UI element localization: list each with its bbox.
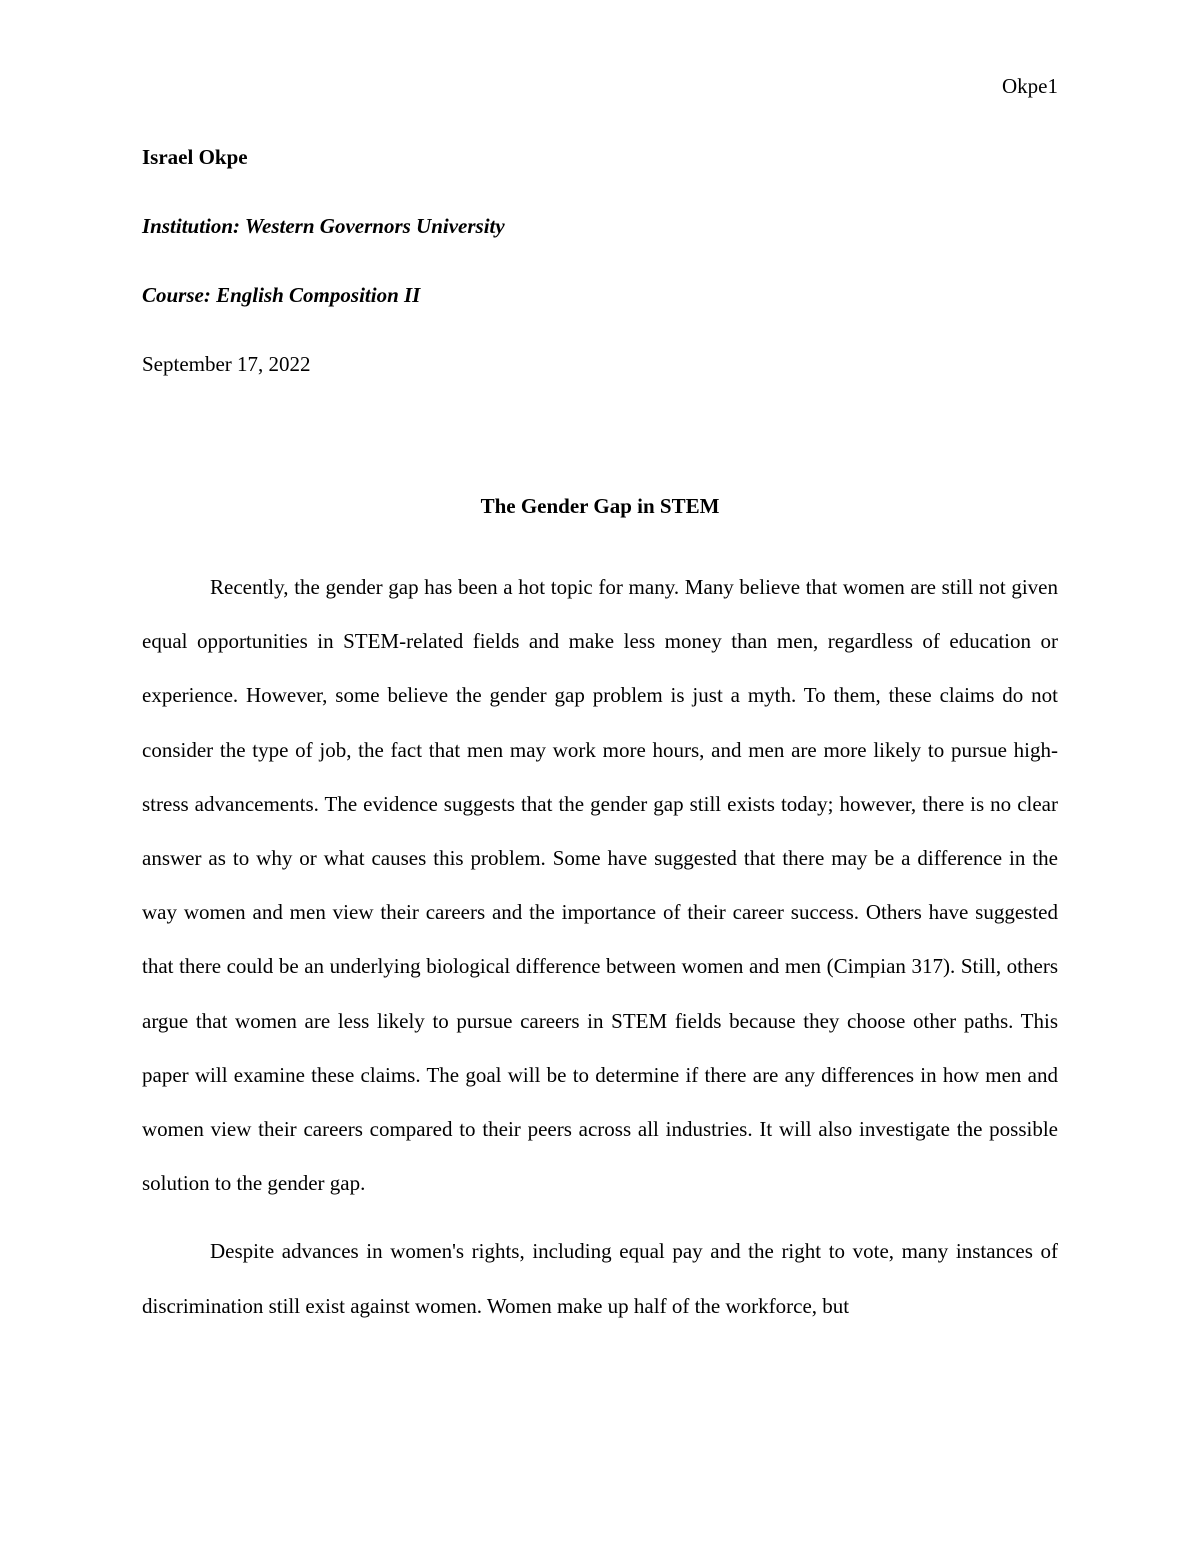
paper-title: The Gender Gap in STEM [480,494,720,518]
running-header-page-number: Okpe1 [1002,74,1058,98]
paragraph: Recently, the gender gap has been a hot topic for many. Many believe that women are still not given equal opportunities in STEM-related fields and make less money than men, regardless of education or experience. However, some believe the gender gap problem is just a myth. To them, these claims do not consider the type of job, the fact that men may work more hours, and men are more likely to pursue high-stress advancements. The evidence suggests that the gender gap still exists today; however, there is no clear answer as to why or what causes this problem. Some have suggested that there may be a difference in the way women and men view their careers and the importance of their career success. Others have suggested that there could be an underlying biological difference between women and men (Cimpian 317). Still, others argue that women are less likely to pursue careers in STEM fields because they choose other paths. This paper will examine these claims. The goal will be to determine if there are any differences in how men and women view their careers compared to their peers across all industries. It will also investigate the possible solution to the gender gap. [142,575,1058,1196]
author-name: Israel Okpe [142,145,248,169]
mla-heading [142,142,1058,418]
institution-line: Institution: Western Governors University [142,214,505,238]
date-line: September 17, 2022 [142,352,311,376]
course-line: Course: English Composition II [142,283,421,307]
paragraph: Despite advances in women's rights, including equal pay and the right to vote, many instances of discrimination still exist against women. Women make up half of the workforce, but [142,1239,1058,1318]
body-text [142,560,1058,1347]
